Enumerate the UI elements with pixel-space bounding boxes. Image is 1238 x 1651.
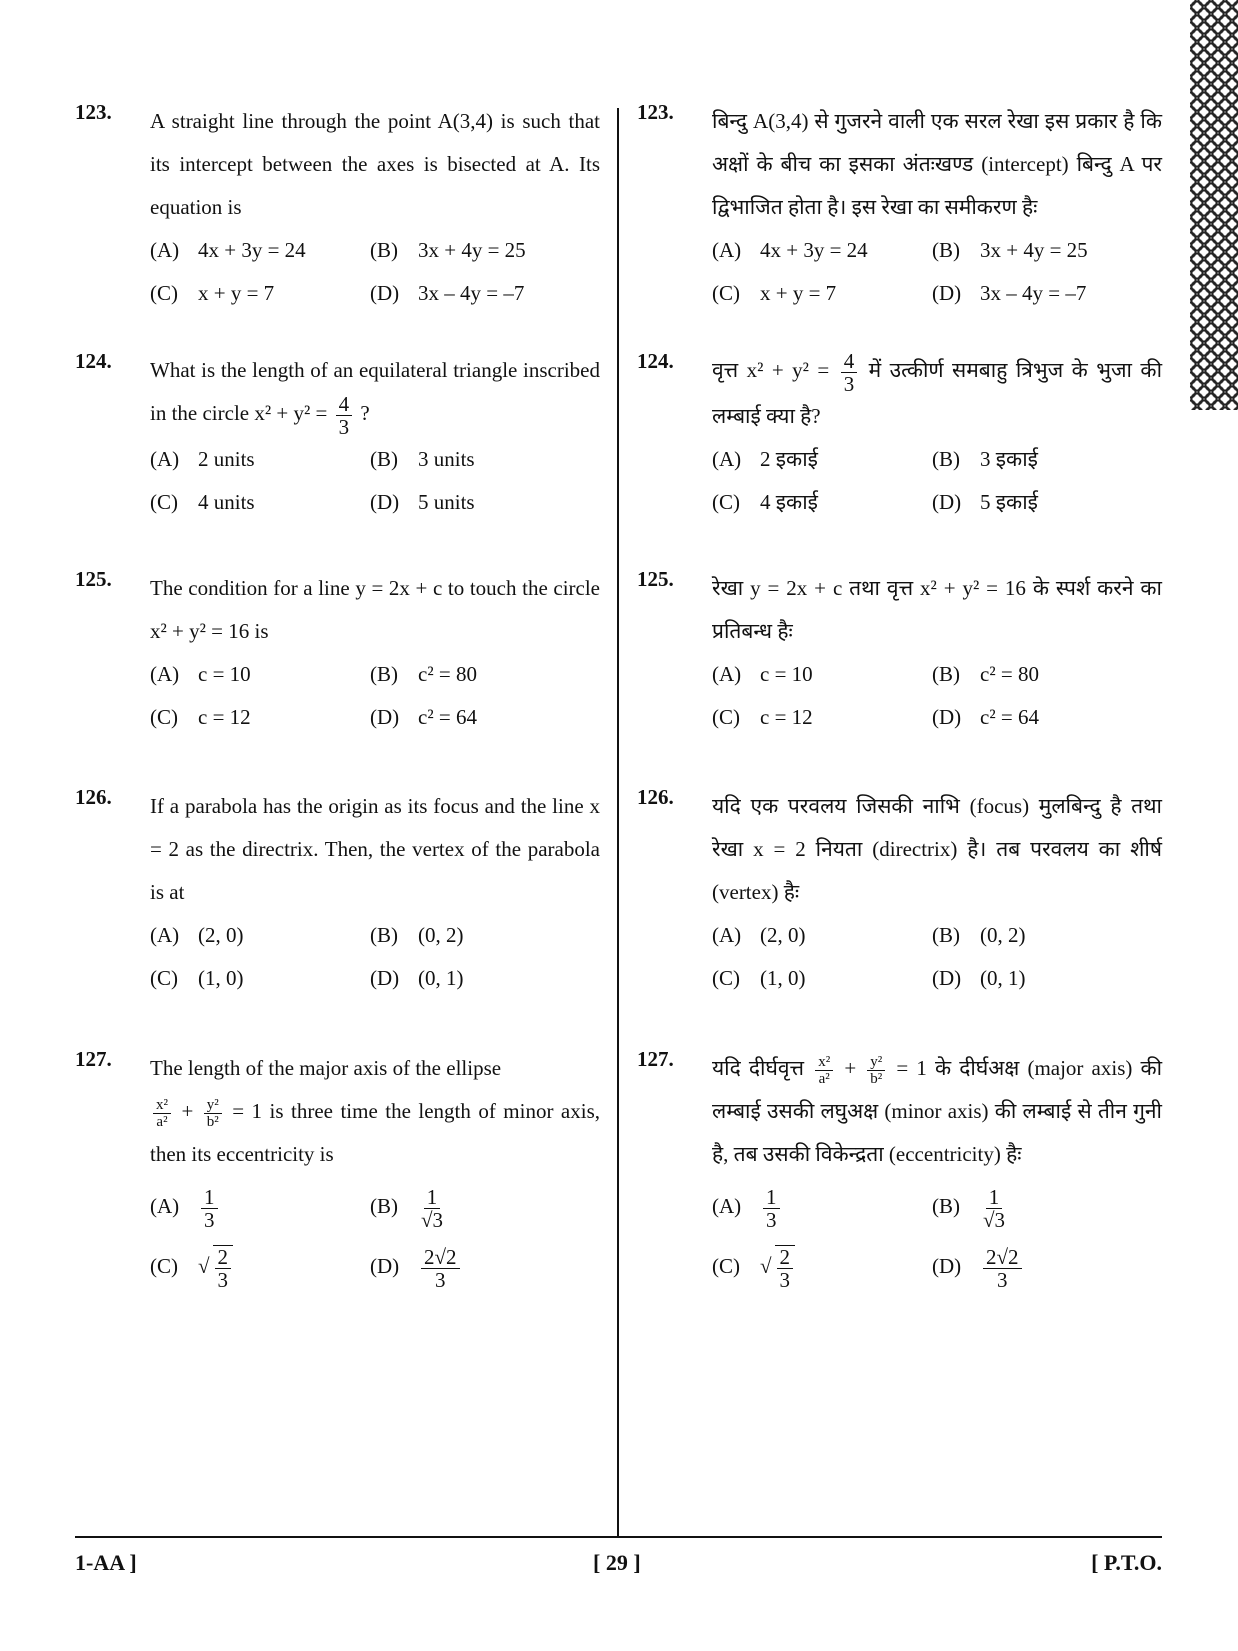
option-d[interactable]: (D) (0, 1)	[932, 966, 1026, 990]
question-number: 126.	[637, 785, 674, 809]
option-b[interactable]: (B) (0, 2)	[370, 923, 464, 947]
option-d[interactable]: (D) 3x – 4y = –7	[932, 281, 1087, 305]
option-b[interactable]: (B) 3 units	[370, 446, 475, 471]
option-b[interactable]: (B) 3x + 4y = 25	[932, 238, 1088, 262]
question-number: 127.	[75, 1047, 112, 1071]
option-d[interactable]: (D) 3x – 4y = –7	[370, 281, 525, 305]
ellipse-y-term: $\frac{\text{y²}}{\text{b²}}$	[867, 1054, 885, 1087]
question-number: 125.	[75, 567, 112, 591]
question-127-en	[75, 1047, 600, 1296]
option-a[interactable]: (A) 4x + 3y = 24	[150, 238, 306, 262]
question-number: 124.	[637, 349, 674, 373]
option-b[interactable]: (B) c² = 80	[370, 662, 477, 686]
booklet-code: 1-AA ]	[75, 1550, 137, 1575]
question-number: 123.	[637, 100, 674, 124]
option-c[interactable]: (C) √ $\frac{2}{3}$	[150, 1236, 370, 1296]
question-number: 123.	[75, 100, 112, 124]
page-footer	[75, 1536, 1162, 1588]
option-a[interactable]: (A) 2 इकाई	[712, 446, 818, 471]
fraction: $\frac{4}{3}$	[336, 393, 353, 438]
fraction: $\frac{4}{3}$	[841, 350, 858, 395]
ellipse-x-term: $\frac{\text{x²}}{\text{a²}}$	[815, 1054, 833, 1087]
question-125-hi	[637, 567, 1162, 785]
decorative-border-pattern	[1190, 0, 1238, 410]
question-123-en	[75, 100, 600, 349]
option-c[interactable]: (C) √ $\frac{2}{3}$	[712, 1236, 932, 1296]
question-number: 124.	[75, 349, 112, 373]
option-a[interactable]: (A) c = 10	[150, 662, 251, 686]
option-c[interactable]: (C) c = 12	[150, 705, 251, 729]
ellipse-y-term: $\frac{\text{y²}}{\text{b²}}$	[204, 1097, 222, 1130]
option-d[interactable]: (D) 5 units	[370, 489, 475, 514]
question-text: यदि एक परवलय जिसकी नाभि (focus) मुलबिन्दु है तथा रेखा x = 2 नियता (directrix) है। तब परवलय का शीर्ष (vertex) हैः	[712, 794, 1162, 904]
option-c[interactable]: (C) 4 इकाई	[712, 489, 818, 514]
column-divider	[617, 108, 619, 1538]
option-b[interactable]: (B) $\frac{1}{√3}$	[932, 1184, 1006, 1232]
option-a[interactable]: (A) (2, 0)	[150, 923, 244, 947]
option-b[interactable]: (B) c² = 80	[932, 662, 1039, 686]
question-124-hi	[637, 349, 1162, 567]
option-b[interactable]: (B) 3x + 4y = 25	[370, 238, 526, 262]
pto-label: [ P.T.O.	[1091, 1550, 1162, 1575]
option-a[interactable]: (A) c = 10	[712, 662, 813, 686]
ellipse-x-term: $\frac{\text{x²}}{\text{a²}}$	[153, 1097, 171, 1130]
option-c[interactable]: (C) (1, 0)	[150, 966, 244, 990]
option-b[interactable]: (B) $\frac{1}{√3}$	[370, 1184, 444, 1232]
question-text: The condition for a line y = 2x + c to touch the circle x² + y² = 16 is	[150, 576, 600, 643]
option-d[interactable]: (D) c² = 64	[370, 705, 477, 729]
question-number: 127.	[637, 1047, 674, 1071]
question-123-hi	[637, 100, 1162, 349]
question-number: 126.	[75, 785, 112, 809]
question-text: बिन्दु A(3,4) से गुजरने वाली एक सरल रेखा इस प्रकार है कि अक्षों के बीच का इसका अंतःखण्ड (intercept) बिन्दु A पर द्विभाजित होता है। इस रेखा का समीकरण हैः	[712, 109, 1162, 219]
question-text: रेखा y = 2x + c तथा वृत्त x² + y² = 16 के स्पर्श करने का प्रतिबन्ध हैः	[712, 576, 1162, 643]
option-a[interactable]: (A) $\frac{1}{3}$	[712, 1176, 932, 1236]
question-text: If a parabola has the origin as its focus and the line x = 2 as the directrix. Then, the vertex of the parabola is at	[150, 794, 600, 904]
option-b[interactable]: (B) 3 इकाई	[932, 446, 1038, 471]
option-c[interactable]: (C) x + y = 7	[712, 281, 837, 305]
option-d[interactable]: (D) $\frac{2√2}{3}$	[370, 1236, 590, 1296]
option-c[interactable]: (C) x + y = 7	[150, 281, 275, 305]
option-b[interactable]: (B) (0, 2)	[932, 923, 1026, 947]
option-d[interactable]: (D) (0, 1)	[370, 966, 464, 990]
question-124-en	[75, 349, 600, 567]
question-text: What is the length of an equilateral triangle inscribed in the circle x² + y² = $\frac{4}{3}$ ?	[150, 358, 600, 439]
option-d[interactable]: (D) c² = 64	[932, 705, 1039, 729]
question-text: वृत्त x² + y² = $\frac{4}{3}$ में उत्कीर्ण समबाहु त्रिभुज के भुजा की लम्बाई क्या है?	[712, 348, 1163, 428]
option-c[interactable]: (C) c = 12	[712, 705, 813, 729]
page-number: [ 29 ]	[593, 1550, 641, 1575]
english-column	[75, 100, 600, 1296]
question-126-en	[75, 785, 600, 1047]
question-127-hi	[637, 1047, 1162, 1296]
option-d[interactable]: (D) 5 इकाई	[932, 489, 1038, 514]
option-a[interactable]: (A) (2, 0)	[712, 923, 806, 947]
question-number: 125.	[637, 567, 674, 591]
question-text: यदि दीर्घवृत्त $\frac{\text{x²}}{\text{a²}}$ + $\frac{\text{y²}}{\text{b²}}$ = 1 के दीर्घअक्ष (major axis) की लम्बाई उसकी लघुअक्ष (minor axis) की लम्बाई से तीन गुनी है, तब उसकी विकेन्द्रता (eccentricity) हैः	[712, 1053, 1163, 1166]
option-d[interactable]: (D) $\frac{2√2}{3}$	[932, 1236, 1152, 1296]
option-a[interactable]: (A) $\frac{1}{3}$	[150, 1176, 370, 1236]
question-text: A straight line through the point A(3,4) is such that its intercept between the axes is bisected at A. Its equation is	[150, 109, 600, 219]
hindi-column	[637, 100, 1162, 1296]
option-a[interactable]: (A) 4x + 3y = 24	[712, 238, 868, 262]
question-125-en	[75, 567, 600, 785]
question-126-hi	[637, 785, 1162, 1047]
option-c[interactable]: (C) (1, 0)	[712, 966, 806, 990]
option-a[interactable]: (A) 2 units	[150, 446, 255, 471]
option-c[interactable]: (C) 4 units	[150, 489, 255, 514]
question-text: The length of the major axis of the ellipse $\frac{\text{x²}}{\text{a²}}$ + $\frac{\text{y²}}{\text{b²}}$ = 1 is three time the length of minor axis, then its eccentricity is	[150, 1056, 600, 1166]
